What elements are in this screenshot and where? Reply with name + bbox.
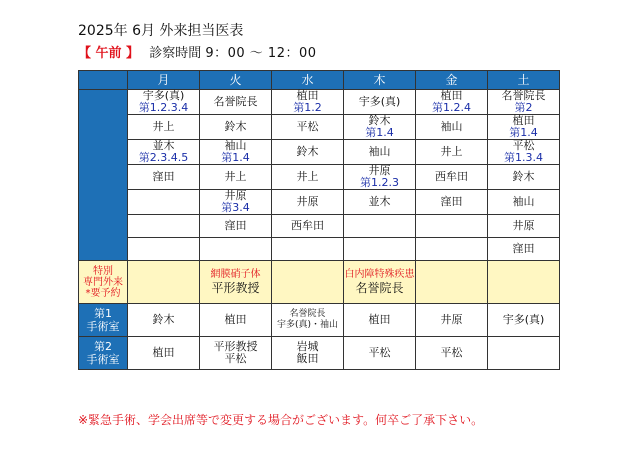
am-cell-tue — [200, 238, 272, 261]
am-cell-wed — [272, 90, 344, 115]
week-schedule: 第3.4 — [221, 201, 250, 214]
doctor-name: 並木 — [368, 195, 391, 208]
doctor-name: 植田 — [512, 114, 535, 127]
surgery1-cell-thu: 植田 — [344, 304, 416, 337]
doctor-name: 名誉院長 — [501, 89, 546, 102]
doctor-name: 袖山 — [512, 195, 535, 208]
am-cell-thu — [344, 140, 416, 165]
footer-note: ※緊急手術、学会出席等で変更する場合がございます。何卒ご了承下さい。 — [78, 413, 484, 427]
surgery2-cell-sat — [488, 337, 560, 370]
doctor-name: 宇多(真) — [142, 89, 185, 102]
doctor-name: 袖山 — [368, 145, 391, 158]
schedule-table — [78, 70, 560, 370]
am-cell-sat — [488, 165, 560, 190]
surgery2-cell-thu: 平松 — [344, 337, 416, 370]
am-cell-fri — [416, 190, 488, 215]
week-schedule: 第2 — [514, 101, 533, 114]
hours-label: 診察時間 — [149, 46, 202, 61]
am-cell-fri — [416, 215, 488, 238]
special-clinic-row — [79, 261, 560, 304]
hours-value: 9：00 ～ 12：00 — [205, 46, 317, 61]
surgery1-cell-fri: 井原 — [416, 304, 488, 337]
special-clinic-label: 特別 専門外来 *要予約 — [79, 261, 128, 304]
doctor-name: 井上 — [152, 120, 175, 133]
surgery-room-1-row — [79, 304, 560, 337]
day-header-sat: 土 — [488, 71, 560, 90]
surgery2-cell-wed: 岩城 飯田 — [272, 337, 344, 370]
doctor-name: 井上 — [296, 170, 319, 183]
am-cell-fri — [416, 115, 488, 140]
am-cell-tue — [200, 90, 272, 115]
week-schedule: 第1.4 — [365, 126, 394, 139]
am-cell-mon — [128, 165, 200, 190]
am-cell-sat — [488, 238, 560, 261]
am-cell-mon — [128, 115, 200, 140]
doctor-name: 井上 — [224, 170, 247, 183]
day-header-tue: 火 — [200, 71, 272, 90]
day-header-thu: 木 — [344, 71, 416, 90]
special-cell-fri — [416, 261, 488, 304]
week-schedule: 第1.2 — [293, 101, 322, 114]
am-cell-sat — [488, 190, 560, 215]
day-header-mon: 月 — [128, 71, 200, 90]
surgery-room-2-row — [79, 337, 560, 370]
week-schedule: 第1.4 — [221, 151, 250, 164]
corner-cell — [79, 71, 128, 90]
doctor-name: 鈴木 — [224, 120, 247, 133]
doctor-name: 窪田 — [512, 242, 535, 255]
doctor-name: 井原 — [512, 219, 535, 232]
am-cell-tue — [200, 165, 272, 190]
week-schedule: 第2.3.4.5 — [138, 151, 189, 164]
am-cell-mon — [128, 140, 200, 165]
surgery1-cell-wed: 名誉院長 宇多(真)・袖山 — [272, 304, 344, 337]
week-schedule: 第1.3.4 — [504, 151, 543, 164]
am-cell-mon — [128, 215, 200, 238]
am-cell-tue — [200, 115, 272, 140]
am-cell-mon — [128, 238, 200, 261]
day-header-row — [79, 71, 560, 90]
am-row — [79, 115, 560, 140]
surgery2-cell-mon: 植田 — [128, 337, 200, 370]
am-cell-sat — [488, 140, 560, 165]
doctor-name: 平松 — [512, 139, 535, 152]
am-cell-fri — [416, 238, 488, 261]
day-header-wed: 水 — [272, 71, 344, 90]
am-cell-wed — [272, 115, 344, 140]
special-cell-thu: 白内障特殊疾患 名誉院長 — [344, 261, 416, 304]
am-cell-tue — [200, 215, 272, 238]
am-cell-wed — [272, 190, 344, 215]
special-cell-sat — [488, 261, 560, 304]
am-row — [79, 165, 560, 190]
am-cell-thu — [344, 215, 416, 238]
am-cell-thu — [344, 90, 416, 115]
am-cell-wed — [272, 238, 344, 261]
day-header-fri: 金 — [416, 71, 488, 90]
surgery2-cell-fri: 平松 — [416, 337, 488, 370]
surgery1-cell-sat: 宇多(真) — [488, 304, 560, 337]
am-cell-thu — [344, 115, 416, 140]
doctor-name: 鈴木 — [368, 114, 391, 127]
doctor-name: 並木 — [152, 139, 175, 152]
doctor-name: 窪田 — [152, 170, 175, 183]
am-schedule-body — [79, 90, 560, 261]
doctor-name: 植田 — [296, 89, 319, 102]
am-cell-thu — [344, 165, 416, 190]
doctor-name: 平松 — [296, 120, 319, 133]
doctor-name: 井上 — [440, 145, 463, 158]
doctor-name: 井原 — [296, 195, 319, 208]
am-cell-wed — [272, 165, 344, 190]
week-schedule: 第1.2.4 — [432, 101, 471, 114]
am-cell-thu — [344, 238, 416, 261]
doctor-name: 鈴木 — [512, 170, 535, 183]
am-cell-fri — [416, 90, 488, 115]
doctor-name: 西牟田 — [435, 170, 468, 183]
am-cell-fri — [416, 165, 488, 190]
doctor-name: 窪田 — [440, 195, 463, 208]
am-cell-thu — [344, 190, 416, 215]
am-cell-wed — [272, 140, 344, 165]
surgery1-cell-tue: 植田 — [200, 304, 272, 337]
am-row — [79, 90, 560, 115]
am-side-band — [79, 90, 128, 261]
am-cell-sat — [488, 90, 560, 115]
am-cell-sat — [488, 115, 560, 140]
am-row — [79, 140, 560, 165]
doctor-name: 井原 — [224, 189, 247, 202]
doctor-name: 袖山 — [224, 139, 247, 152]
week-schedule: 第1.4 — [509, 126, 538, 139]
am-cell-mon — [128, 90, 200, 115]
special-cell-tue: 網膜硝子体 平形教授 — [200, 261, 272, 304]
am-cell-fri — [416, 140, 488, 165]
doctor-name: 植田 — [440, 89, 463, 102]
week-schedule: 第1.2.3 — [360, 176, 399, 189]
surgery2-cell-tue: 平形教授 平松 — [200, 337, 272, 370]
session-label: 【 午前 】 — [78, 46, 140, 61]
am-cell-mon — [128, 190, 200, 215]
am-row — [79, 190, 560, 215]
doctor-name: 名誉院長 — [213, 95, 258, 108]
am-row — [79, 238, 560, 261]
doctor-name: 窪田 — [224, 219, 247, 232]
doctor-name: 井原 — [368, 164, 391, 177]
page-title: 2025年 6月 外来担当医表 — [78, 23, 244, 39]
surgery-room-1-label: 第1 手術室 — [79, 304, 128, 337]
week-schedule: 第1.2.3.4 — [138, 101, 189, 114]
am-cell-tue — [200, 140, 272, 165]
am-row — [79, 215, 560, 238]
surgery-room-2-label: 第2 手術室 — [79, 337, 128, 370]
am-cell-sat — [488, 215, 560, 238]
doctor-name: 鈴木 — [296, 145, 319, 158]
special-cell-wed — [272, 261, 344, 304]
special-cell-mon — [128, 261, 200, 304]
doctor-name: 西牟田 — [291, 219, 324, 232]
surgery1-cell-mon: 鈴木 — [128, 304, 200, 337]
doctor-name: 宇多(真) — [358, 95, 401, 108]
am-cell-tue — [200, 190, 272, 215]
session-info — [78, 42, 317, 61]
am-cell-wed — [272, 215, 344, 238]
doctor-name: 袖山 — [440, 120, 463, 133]
